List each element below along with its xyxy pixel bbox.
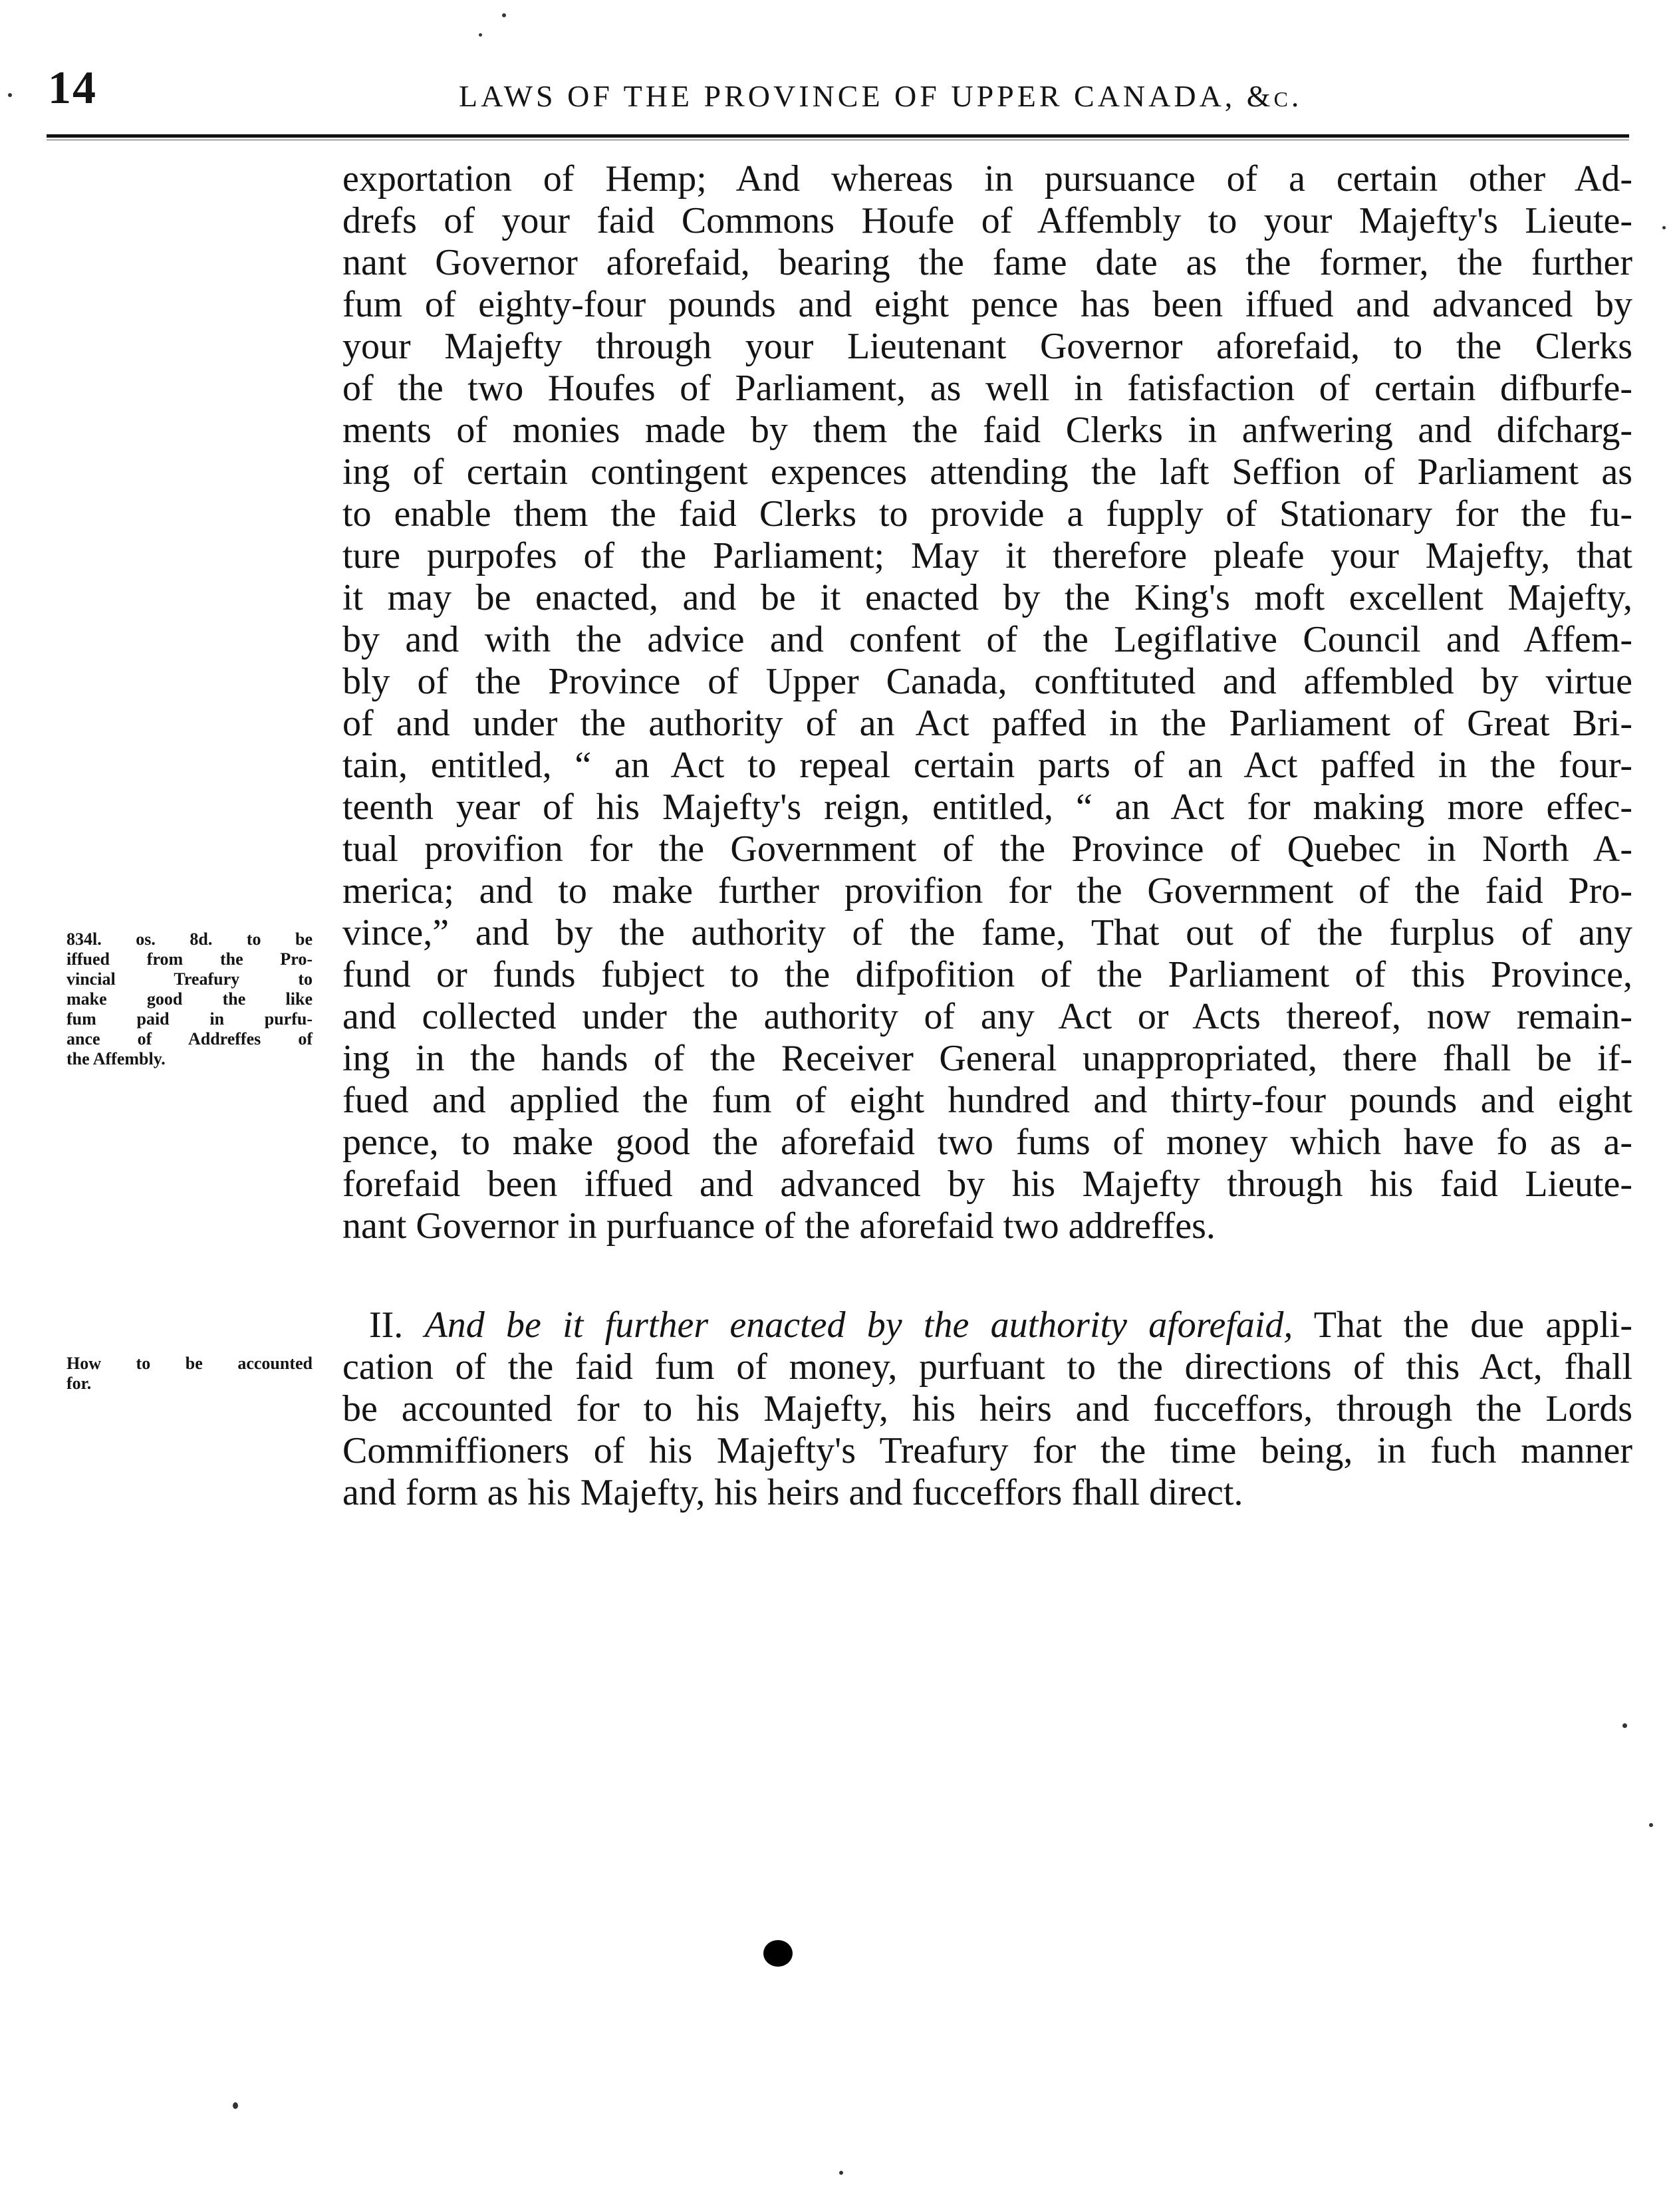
margin-note-line: make good the like [66,989,313,1009]
body-line: vince,” and by the authority of the fame, That out of the furplus of any [342,912,1632,953]
body-line: fued and applied the fum of eight hundred and thirty-four pounds and eight [342,1080,1632,1121]
section-ii-line-rest: That the due appli- [1293,1304,1633,1346]
margin-note-line: for. [66,1374,92,1393]
margin-note-line: fum paid in purfu- [66,1009,313,1029]
margin-note-appropriation [66,929,313,1069]
body-line: merica; and to make further provifion for the Government of the faid Pro- [342,870,1632,912]
body-line: of and under the authority of an Act paffed in the Parliament of Great Bri- [342,703,1632,744]
body-line: ments of monies made by them the faid Clerks in anfwering and difcharg- [342,410,1632,451]
page-number: 14 [48,62,97,114]
body-line: tain, entitled, “ an Act to repeal certain parts of an Act paffed in the four- [342,745,1632,786]
body-line: by and with the advice and confent of the Legiflative Council and Affem- [342,619,1632,660]
section-ii-opening-line [342,1304,1632,1346]
body-line: fund or funds fubject to the difpofition of the Parliament of this Province, [342,954,1632,995]
body-line: exportation of Hemp; And whereas in pursuance of a certain other Ad- [342,158,1632,199]
ink-speck [1649,1823,1653,1827]
body-line: it may be enacted, and be it enacted by the King's moft excellent Majefty, [342,577,1632,618]
body-line: forefaid been iffued and advanced by his Majefty through his faid Lieute- [342,1164,1632,1205]
ink-blot [763,1940,793,1967]
margin-note-line: 834l. os. 8d. to be [66,929,313,949]
enacting-clause: And be it further enacted by the authority aforefaid, [424,1304,1293,1346]
margin-note-line: vincial Treafury to [66,969,313,989]
margin-note-accounting [66,1354,313,1394]
body-line: to enable them the faid Clerks to provide a fupply of Stationary for the fu- [342,493,1632,535]
body-line: fum of eighty-four pounds and eight pence has been iffued and advanced by [342,284,1632,325]
margin-note-line: iffued from the Pro- [66,949,313,969]
ink-speck [1662,226,1666,229]
section-ii-line: be accounted for to his Majefty, his heirs and fucceffors, through the Lords [342,1388,1632,1429]
ink-speck [502,13,506,17]
header-rule [47,134,1629,138]
section-ii-line: and form as his Majefty, his heirs and fucceffors fhall direct. [342,1472,1243,1513]
body-line: nant Governor aforefaid, bearing the fame date as the former, the further [342,242,1632,283]
running-head: LAWS OF THE PROVINCE OF UPPER CANADA, &c. [459,79,1303,113]
margin-note-line: the Affembly. [66,1049,166,1068]
section-ii-line: cation of the faid fum of money, purfuant to the directions of this Act, fhall [342,1346,1632,1388]
body-line: bly of the Province of Upper Canada, conftituted and affembled by virtue [342,661,1632,702]
body-line: and collected under the authority of any Act or Acts thereof, now remain- [342,996,1632,1037]
body-line: teenth year of his Majefty's reign, entitled, “ an Act for making more effec- [342,787,1632,828]
body-line: ing in the hands of the Receiver General unappropriated, there fhall be if- [342,1038,1632,1079]
section-numeral: II. [369,1304,404,1346]
ink-speck [479,33,482,37]
body-line: of the two Houfes of Parliament, as well in fatisfaction of certain difburfe- [342,368,1632,409]
ink-speck [8,93,12,97]
body-line: your Majefty through your Lieutenant Governor aforefaid, to the Clerks [342,326,1632,367]
body-text [342,158,1632,1247]
margin-note-line: ance of Addreffes of [66,1029,313,1048]
ink-speck [1622,1723,1627,1728]
body-line: pence, to make good the aforefaid two fums of money which have fo as a- [342,1122,1632,1163]
ink-speck [839,2171,843,2175]
section-ii [342,1304,1632,1514]
body-line: nant Governor in purfuance of the aforefaid two addreffes. [342,1205,1216,1247]
body-line: tual provifion for the Government of the Province of Quebec in North A- [342,828,1632,870]
ink-speck [233,2102,238,2109]
body-line: ing of certain contingent expences attending the laft Seffion of Parliament as [342,451,1632,493]
body-line: drefs of your faid Commons Houfe of Affembly to your Majefty's Lieute- [342,200,1632,241]
margin-note-line: How to be accounted [66,1354,313,1373]
body-line: ture purpofes of the Parliament; May it therefore pleafe your Majefty, that [342,535,1632,576]
section-ii-line: Commiffioners of his Majefty's Treafury for the time being, in fuch manner [342,1430,1632,1471]
